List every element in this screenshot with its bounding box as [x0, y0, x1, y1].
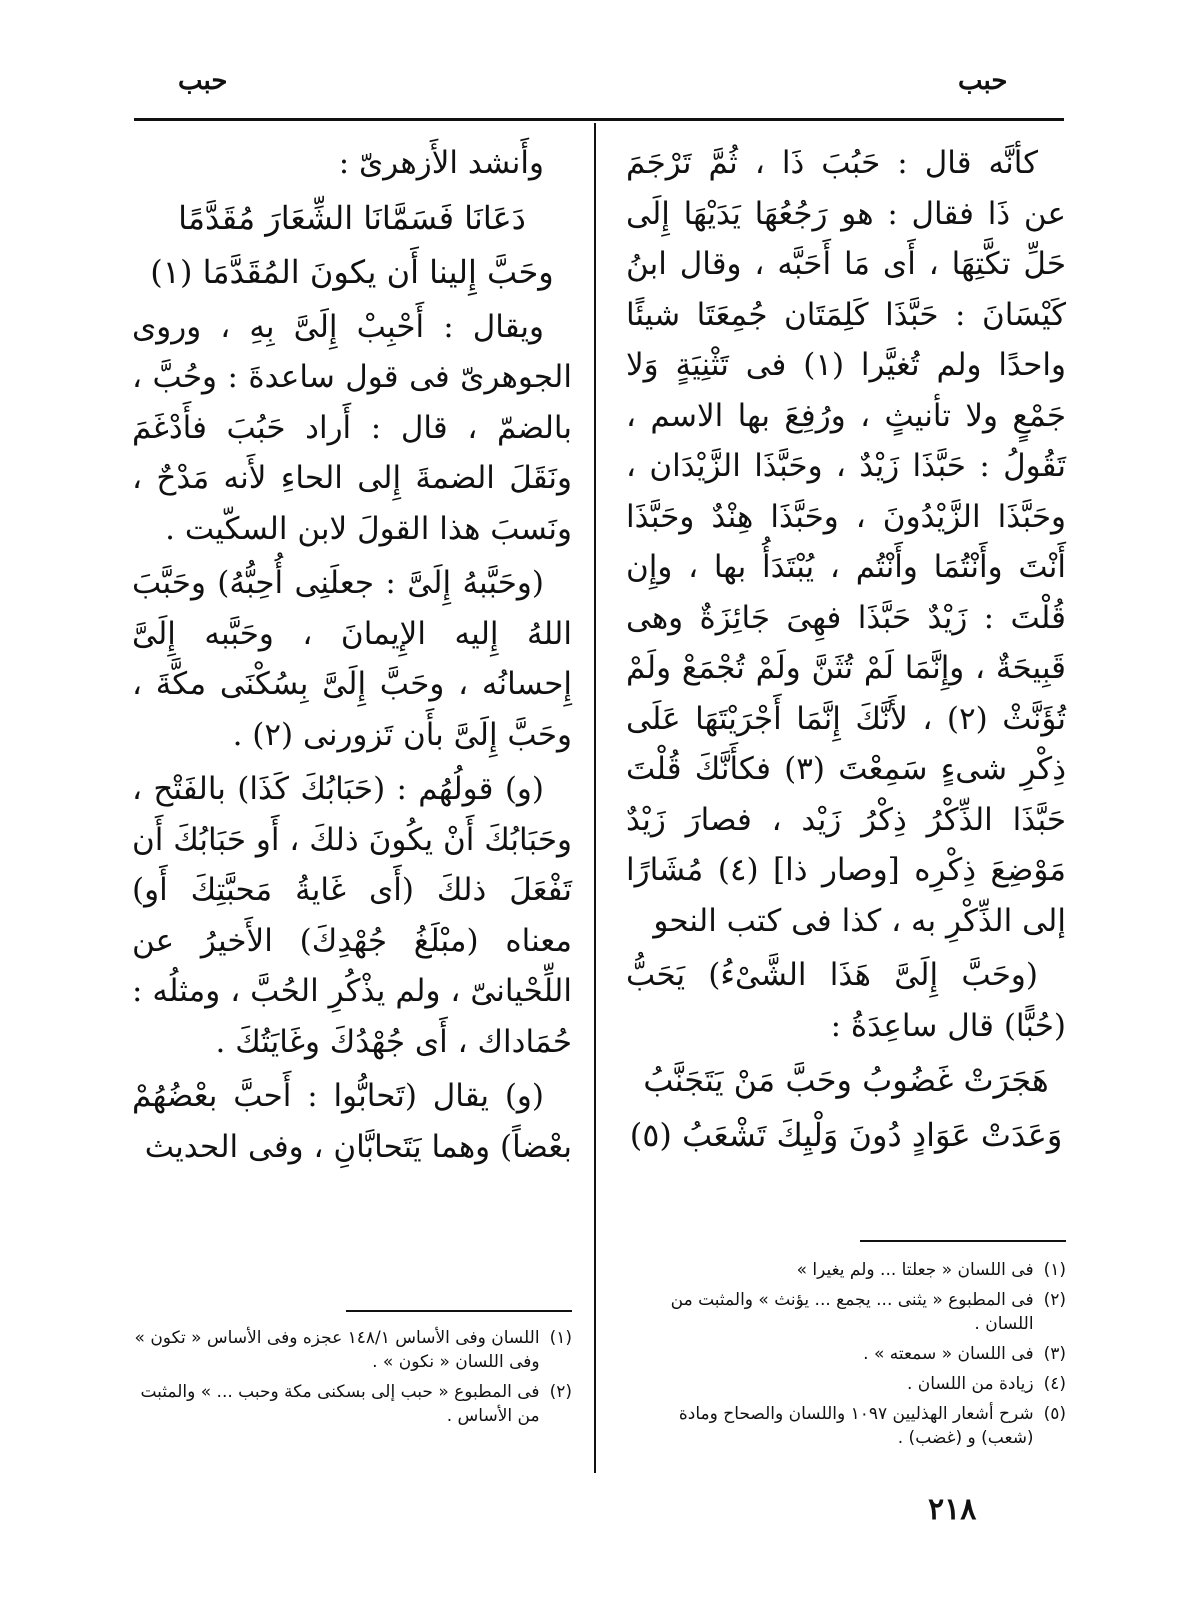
footnote	[626, 1288, 1066, 1336]
left-paragraph-1: ويقال : أَحْبِبْ إِلَىَّ بِهِ ، وروى الجوهرىّ فى قول ساعدةَ : وحُبَّ ، بالضمّ ، قال : أَراد حَبُبَ فأَدْغَمَ ونَقَلَ الضمةَ إِلى الحاءِ لأَنه مَدْحٌ ، ونَسبَ هذا القولَ لابن السكّيت .	[132, 308, 572, 547]
footnote-text: زيادة من اللسان .	[906, 1374, 1034, 1394]
footnote	[626, 1342, 1066, 1366]
footnote-text: فى المطبوع « يثنى ... يجمع ... يؤنث » والمثبت من اللسان .	[670, 1290, 1034, 1334]
right-verse-line-2: وَعَدَتْ عَوَادٍ دُونَ وَلْيِكَ تَشْعَبُ (٥)	[629, 1115, 1063, 1154]
left-verse-line-2: وحَبَّ إِلينا أَن يكونَ المُقَدَّمَا (١)	[150, 253, 554, 291]
footnote-number: (١)	[1043, 1260, 1066, 1280]
left-footnotes	[132, 1326, 572, 1434]
footnote	[132, 1380, 572, 1428]
page-number: ٢١٨	[928, 1492, 977, 1527]
footnote-number: (٢)	[549, 1382, 572, 1402]
right-footnote-rule	[860, 1240, 1066, 1242]
footnote-number: (١)	[549, 1328, 572, 1348]
right-paragraph-2: (وحَبَّ إِلَىَّ هَذَا الشَّىْءُ) يَحَبُّ (حُبًّا) قال ساعِدَةُ :	[626, 957, 1066, 1044]
left-paragraph-3: (و) قولُهُم : (حَبَابُكَ كَذَا) بالفَتْح ، وحَبَابُكَ أَنْ يكُونَ ذلكَ ، أَو حَبَابُكَ أَن تَفْعَلَ ذلكَ (أَى غَايةُ مَحبَّتِكَ أَو) معناه (مبْلَغُ جُهْدِكَ) الأَخيرُ عن اللِّحْيانىّ ، ولم يذْكُرِ الحُبَّ ، ومثلُه : حُمَاداك ، أَى جُهْدُكَ وغَايَتُكَ .	[132, 771, 572, 1060]
footnote-text: فى اللسان « سمعته » .	[863, 1344, 1034, 1364]
footnote-text: اللسان وفى الأساس ١٤٨/١ عجزه وفى الأساس « تكون » وفى اللسان « نكون » .	[134, 1328, 540, 1372]
left-footnote-rule	[346, 1310, 572, 1312]
left-intro: وأَنشد الأَزهرىّ :	[338, 145, 544, 181]
footnote-text: فى المطبوع « حبب إلى بسكنى مكة وحبب ... » والمثبت من الأساس .	[140, 1382, 540, 1426]
footnote	[626, 1258, 1066, 1282]
running-header-left: حبب	[178, 66, 228, 96]
footnote-number: (٤)	[1043, 1374, 1066, 1394]
left-paragraph-4: (و) يقال (تَحابُّوا : أَحبَّ بعْضُهُمْ بعْضاً) وهما يَتَحابَّانِ ، وفى الحديث	[132, 1078, 572, 1165]
footnote	[626, 1372, 1066, 1396]
running-header-right: حبب	[958, 66, 1008, 96]
footnote-text: فى اللسان « جعلتا ... ولم يغيرا »	[796, 1260, 1034, 1280]
footnote-text: شرح أشعار الهذليين ١٠٩٧ واللسان والصحاح ومادة (شعب) و (غضب) .	[678, 1404, 1034, 1448]
left-column	[132, 138, 572, 1176]
footnote	[132, 1326, 572, 1374]
right-footnotes	[626, 1258, 1066, 1456]
footnote-number: (٣)	[1043, 1344, 1066, 1364]
left-verse-line-1: دَعَانَا فَسَمَّانَا الشِّعَارَ مُقَدَّمًا	[178, 198, 526, 237]
right-paragraph-1: كأنَّه قال : حَبُبَ ذَا ، ثُمَّ تَرْجَمَ عن ذَا فقال : هو رَجُعُهَا يَدَيْهَا إِلَى حَلِّ تكَّتِهَا ، أَى مَا أَحَبَّه ، وقال ابنُ كَيْسَانَ : حَبَّذَا كَلِمَتَان جُمِعَتَا شيئًا واحدًا ولم تُغيَّرا (١) فى تَثْنِيَةٍ وَلا جَمْعٍ ولا تأنيثٍ ، ورُفِعَ بها الاسم ، تَقُولُ : حَبَّذَا زَيْدٌ ، وحَبَّذَا الزَّيْدَان ، وحَبَّذَا الزَّيْدُونَ ، وحَبَّذَا هِنْدٌ وحَبَّذَا أَنْتَ وأَنْتُمَا وأَنْتُم ، يُبْتَدَأُ بها ، وإِن قُلْتَ : زَيْدٌ حَبَّذَا فهِىَ جَائِزَةٌ وهى قَبِيحَةٌ ، وإِنَّمَا لَمْ تُثَنَّ ولَمْ تُجْمَعْ ولَمْ تُؤَنَّثْ (٢) ، لأَنَّكَ إِنَّمَا أَجْرَيْتَهَا عَلَى ذِكْرِ شىءٍ سَمِعْتَ (٣) فكأَنَّكَ قُلْتَ حَبَّذَا الذِّكْرُ ذِكْرُ زَيْد ، فصارَ زَيْدٌ مَوْضِعَ ذِكْرِه [وصار ذا] (٤) مُشَارًا إلى الذِّكْرِ به ، كذا فى كتب النحو	[626, 145, 1066, 939]
footnote	[626, 1402, 1066, 1450]
column-divider	[594, 123, 596, 1473]
left-paragraph-2: (وحَبَّبهُ إِلَىَّ : جعلَنِى أُحِبُّهُ) وحَبَّبَ اللهُ إِليه الإِيمانَ ، وحَبَّبه إِلَىَّ إِحسانُه ، وحَبَّ إِلَىَّ بِسُكْنَى مكَّةَ ، وحَبَّ إِلَىَّ بأَن تَزورنى (٢) .	[132, 565, 572, 753]
footnote-number: (٢)	[1043, 1290, 1066, 1310]
right-verse-line-1: هَجَرَتْ غَضُوبُ وحَبَّ مَنْ يَتَجَنَّبُ	[643, 1061, 1049, 1099]
right-column	[626, 138, 1066, 1164]
header-rule	[134, 118, 1064, 121]
footnote-number: (٥)	[1043, 1404, 1066, 1424]
